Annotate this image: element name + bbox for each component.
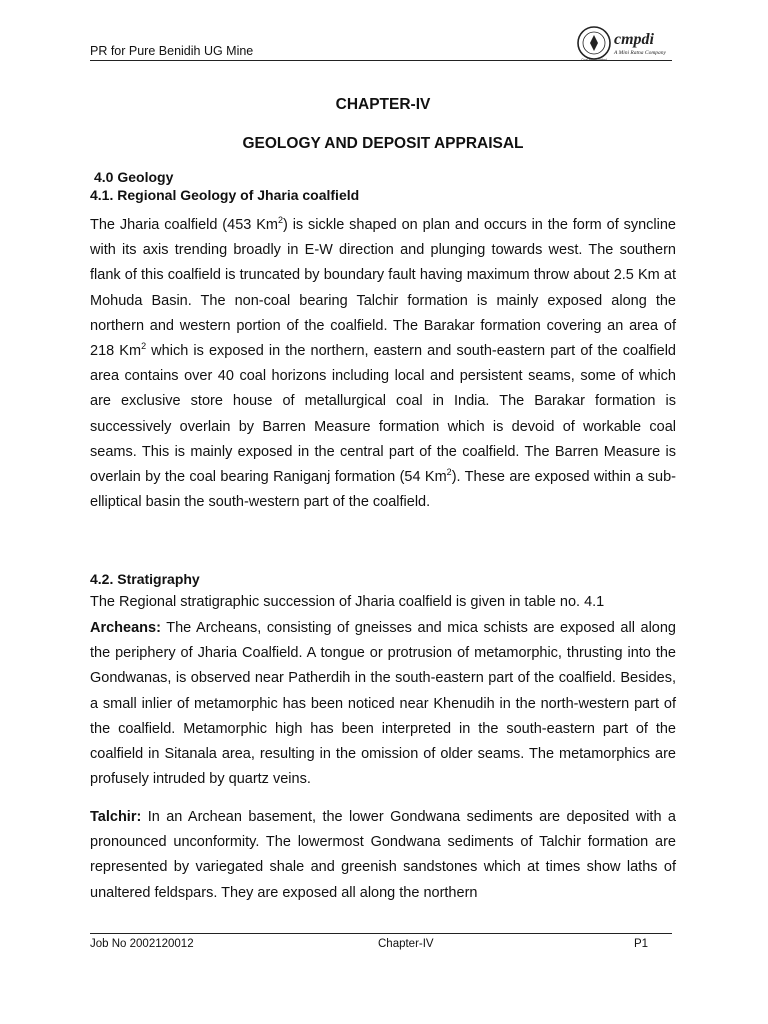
archeans-lead: Archeans: (90, 620, 161, 636)
p1-sup-3: 2 (446, 467, 452, 478)
section-heading-4-0: 4.0 Geology (94, 169, 174, 185)
footer-page-number: P1 (634, 938, 649, 950)
talchir-text: In an Archean basement, the lower Gondwana sediments are deposited with a pronounced unconformity. The lowermost Gondwana sediments of Talchir formation are represented by variegated shale and greenish sandstones which at times show laths of unaltered feldspars. They are exposed all along the northern (90, 809, 676, 901)
p1-sup-2: 2 (141, 341, 147, 352)
p1-text-c: which is exposed in the northern, eastern and south-eastern part of the coalfield area contains over 40 coal horizons including local and persistent seams, some of which are exclusive store house of metallurgical coal in India. The Barakar formation is successively overlain by Barren Measure formation which is devoid of workable coal seams. This is mainly exposed in the central part of the coalfield. The Barren Measure is overlain by the coal bearing Raniganj formation (54 Km (90, 343, 676, 486)
footer-rule (90, 933, 672, 934)
p1-sup-1: 2 (277, 215, 283, 226)
p1-text-d: ). These are exposed within a sub-elliptical basin the south-western part of the coalfield. (90, 469, 676, 511)
p1-text-a: The Jharia coalfield (453 Km (90, 217, 278, 233)
paragraph-stratigraphy-intro: The Regional stratigraphic succession of Jharia coalfield is given in table no. 4.1 (90, 594, 605, 610)
section-heading-4-1: 4.1. Regional Geology of Jharia coalfield (90, 187, 360, 203)
header-title: PR for Pure Benidih UG Mine (90, 44, 254, 58)
paragraph-talchir (90, 805, 676, 906)
paragraph-regional-geology (90, 213, 676, 515)
paragraph-archeans (90, 616, 676, 792)
chapter-title: GEOLOGY AND DEPOSIT APPRAISAL (242, 135, 524, 152)
footer-chapter: Chapter-IV (378, 938, 434, 950)
logo-tagline: A Mini Ratna Company (614, 50, 666, 56)
footer-job-number: Job No 2002120012 (90, 938, 194, 950)
cmpdi-logo (576, 22, 686, 64)
talchir-lead: Talchir: (90, 809, 142, 825)
p1-text-b: ) is sickle shaped on plan and occurs in the form of syncline with its axis trending broadly in E-W direction and plunging towards west. The southern flank of this coalfield is truncated by boundary fault having maximum throw about 2.5 Km at Mohuda Basin. The non-coal bearing Talchir formation is mainly exposed along the northern and western portion of the coalfield. The Barakar formation covering an area of 218 Km (90, 217, 676, 360)
logo-wordmark: cmpdi (614, 31, 654, 48)
section-heading-4-2: 4.2. Stratigraphy (90, 571, 200, 587)
header-rule (90, 60, 672, 61)
page-header (90, 31, 670, 62)
seal-emblem (590, 35, 598, 51)
chapter-number: CHAPTER-IV (335, 96, 431, 113)
archeans-text: The Archeans, consisting of gneisses and mica schists are exposed all along the periphery of Jharia Coalfield. A tongue or protrusion of metamorphic, thrusting into the Gondwanas, is observed near Patherdih in the south-eastern part of the coalfield. Besides, a small inlier of metamorphic has been noticed near Khenudih in the north-western part of the coalfield. Metamorphic high has been interpreted in the south-eastern part of the coalfield in Sitanala area, resulting in the omission of older seams. The metamorphics are profusely intruded by quartz veins. (90, 620, 676, 788)
